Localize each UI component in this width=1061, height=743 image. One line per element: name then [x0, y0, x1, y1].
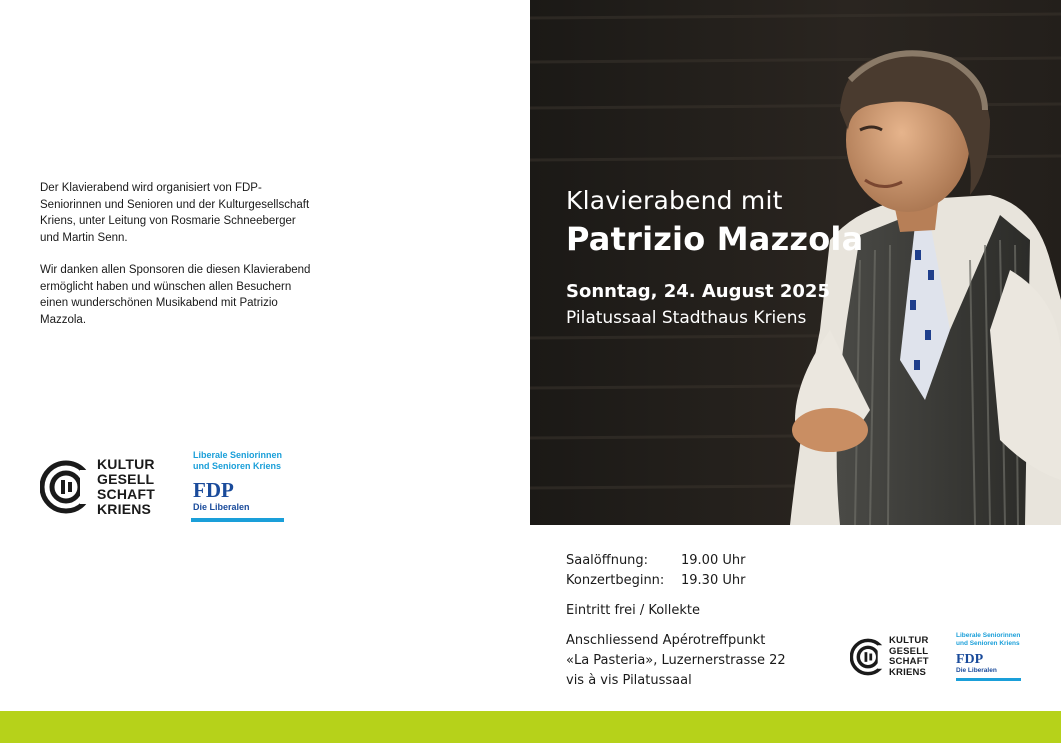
kultur-small-word-2: GESELL: [889, 645, 929, 657]
kultur-small-word-4: KRIENS: [889, 666, 927, 678]
after-event-line-1: Anschliessend Apérotreffpunkt: [566, 633, 766, 648]
fdp-subline: Die Liberalen: [193, 502, 250, 512]
fdp-small-subline: Die Liberalen: [956, 667, 997, 674]
after-event-line-2: «La Pasteria», Luzernerstrasse 22: [566, 653, 786, 668]
fdp-tagline-1: Liberale Seniorinnen: [193, 450, 283, 460]
concert-label: Konzertbeginn:: [566, 573, 665, 588]
fdp-tagline-2: und Senioren Kriens: [193, 461, 282, 471]
performer-photo: [530, 0, 1061, 525]
performer-name: Patrizio Mazzola: [566, 220, 864, 258]
kulturgesellschaft-logo: [40, 456, 155, 518]
intro-paragraph-thanks: Wir danken allen Sponsoren die diesen Klavierabend ermöglicht haben und wünschen allen Besuchern einen wunderschönen Musikabend mit Patrizio Mazzola.: [40, 264, 311, 326]
event-title-line: Klavierabend mit: [566, 186, 783, 215]
concert-row: [566, 571, 786, 591]
fdp-logo-small: [956, 632, 1021, 681]
fdp-small-underline-bar: [956, 678, 1021, 681]
kultur-word-2: GESELL: [97, 471, 155, 487]
doors-time: 19.00 Uhr: [681, 553, 746, 568]
kultur-word-1: KULTUR: [97, 456, 155, 472]
event-date: Sonntag, 24. August 2025: [566, 281, 830, 302]
event-venue: Pilatussaal Stadthaus Kriens: [566, 308, 807, 328]
kultur-small-word-3: SCHAFT: [889, 656, 929, 667]
fdp-brand: FDP: [193, 478, 234, 502]
entry-info: Eintritt frei / Kollekte: [566, 603, 701, 618]
fdp-logo: [193, 450, 284, 522]
fdp-small-tagline-1: Liberale Seniorinnen: [956, 632, 1021, 639]
kulturgesellschaft-logo-small: [850, 635, 929, 679]
fdp-small-brand: FDP: [956, 652, 984, 667]
concert-time: 19.30 Uhr: [681, 573, 746, 588]
kultur-small-word-1: KULTUR: [889, 635, 929, 646]
fdp-underline-bar: [191, 518, 284, 522]
kulturgesellschaft-logo-small-icon: [850, 635, 886, 679]
after-event-line-3: vis à vis Pilatussaal: [566, 673, 692, 688]
fdp-small-tagline-2: und Senioren Kriens: [956, 640, 1020, 647]
intro-text: [40, 180, 315, 344]
kulturgesellschaft-logo-icon: [40, 456, 92, 518]
event-info: [566, 551, 786, 691]
doors-label: Saalöffnung:: [566, 553, 649, 568]
kultur-word-3: SCHAFT: [97, 486, 155, 502]
performer-photo-illustration: [530, 0, 1061, 525]
doors-row: [566, 551, 786, 571]
kultur-word-4: KRIENS: [97, 501, 152, 517]
footer-color-bar: [0, 711, 1061, 743]
intro-paragraph-organizers: Der Klavierabend wird organisiert von FDP-Seniorinnen und Senioren und der Kulturgesellschaft Kriens, unter Leitung von Rosmarie Schneeberger und Martin Senn.: [40, 182, 310, 244]
